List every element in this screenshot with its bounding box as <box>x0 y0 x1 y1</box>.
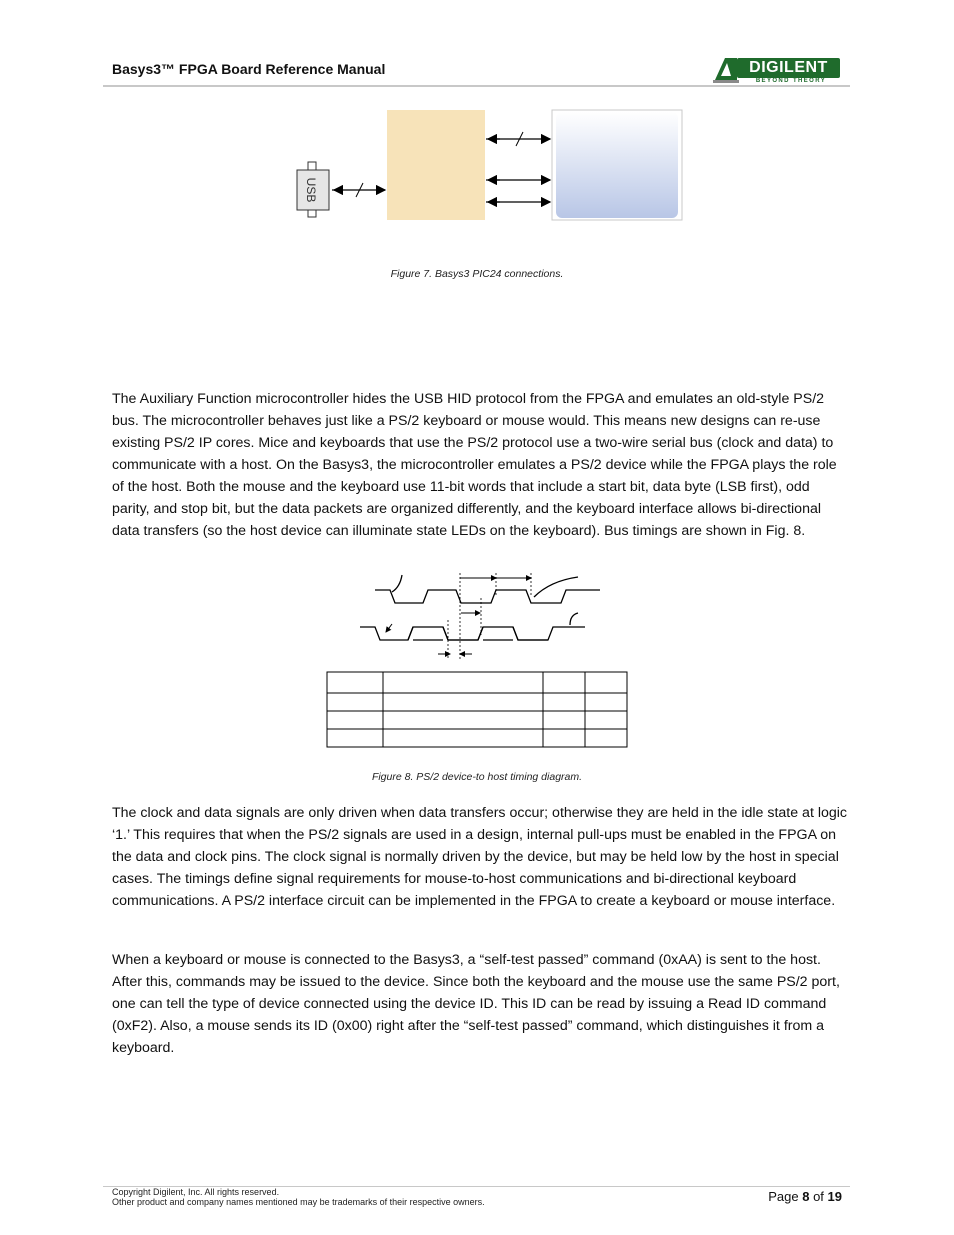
connector-label: USB <box>304 177 318 203</box>
logo-tagline: BEYOND THEORY <box>755 78 827 84</box>
header-divider <box>103 85 850 87</box>
paragraph-signal-idle: The clock and data signals are only driven when data transfers occur; otherwise they are held in the idle state at logic ‘1.’ This requires that when the PS/2 signals are used in a design, internal pull-ups must be enabled in the FPGA on the data and clock pins. The clock signal is normally driven by the device, but may be held low by the host in special cases. The timings define signal requirements for mouse-to-host communications and bi-directional keyboard communications. A PS/2 interface circuit can be implemented in the FPGA to create a keyboard or mouse interface. <box>112 805 848 909</box>
data-waveform-top <box>360 627 585 640</box>
clock-pointer-right <box>534 577 578 597</box>
data-pointer-right <box>570 613 578 625</box>
usb-connector <box>297 162 329 217</box>
page-current: 8 <box>802 1189 810 1204</box>
page-prefix: Page <box>768 1189 803 1204</box>
data-waveform-cross <box>408 627 548 640</box>
header-title: Basys3™ FPGA Board Reference Manual <box>112 61 386 77</box>
timing-table <box>327 672 627 747</box>
data-pointer-left <box>386 624 392 632</box>
page-total: 19 <box>827 1189 842 1204</box>
footer-copyright: Copyright Digilent, Inc. All rights reserved. <box>112 1187 280 1197</box>
figure-8-timing-diagram <box>320 565 640 755</box>
page-number <box>768 1189 842 1204</box>
paragraph-device-id: When a keyboard or mouse is connected to the Basys3, a “self-test passed” command (0xAA) is sent to the host. After this, commands may be issued to the device. Since both the keyboard and the mouse use the same PS/2 port, one can tell the type of device connected using the device ID. This ID can be read by issuing a Read ID command (0xF2). Also, a mouse sends its ID (0x00) right after the “self-test passed” command, which distinguishes it from a keyboard. <box>112 952 840 1056</box>
pic24-block <box>387 110 485 220</box>
clock-waveform <box>375 590 600 603</box>
paragraph-ps2-overview: The Auxiliary Function microcontroller hides the USB HID protocol from the FPGA and emulates an old-style PS/2 bus. The microcontroller behaves just like a PS/2 keyboard or mouse would. This means new designs can re-use existing PS/2 IP cores. Mice and keyboards that use the PS/2 protocol use a two-wire serial bus (clock and data) to communicate with a host. On the Basys3, the microcontroller emulates a PS/2 device while the FPGA plays the role of the host. Both the mouse and the keyboard use 11-bit words that include a start bit, data byte (LSB first), odd parity, and stop bit, but the data packets are organized differently, and the keyboard interface allows bi-directional data transfers (so the host device can illuminate state LEDs on the keyboard). Bus timings are shown in Fig. 8. <box>112 391 837 539</box>
logo-text: DIGILENT <box>737 58 840 78</box>
figure-8-caption: Figure 8. PS/2 device-to host timing diagram. <box>371 771 583 783</box>
figure-7-diagram <box>290 105 690 230</box>
digilent-logo-icon <box>713 56 739 86</box>
footer-legal <box>112 1187 485 1207</box>
fpga-block <box>556 112 678 218</box>
digilent-logo <box>713 56 842 86</box>
clock-pointer-left <box>392 575 402 592</box>
figure-7-caption: Figure 7. Basys3 PIC24 connections. <box>390 268 564 280</box>
footer-trademark: Other product and company names mentioned may be trademarks of their respective owners. <box>112 1197 485 1207</box>
page-of: of <box>809 1189 828 1204</box>
